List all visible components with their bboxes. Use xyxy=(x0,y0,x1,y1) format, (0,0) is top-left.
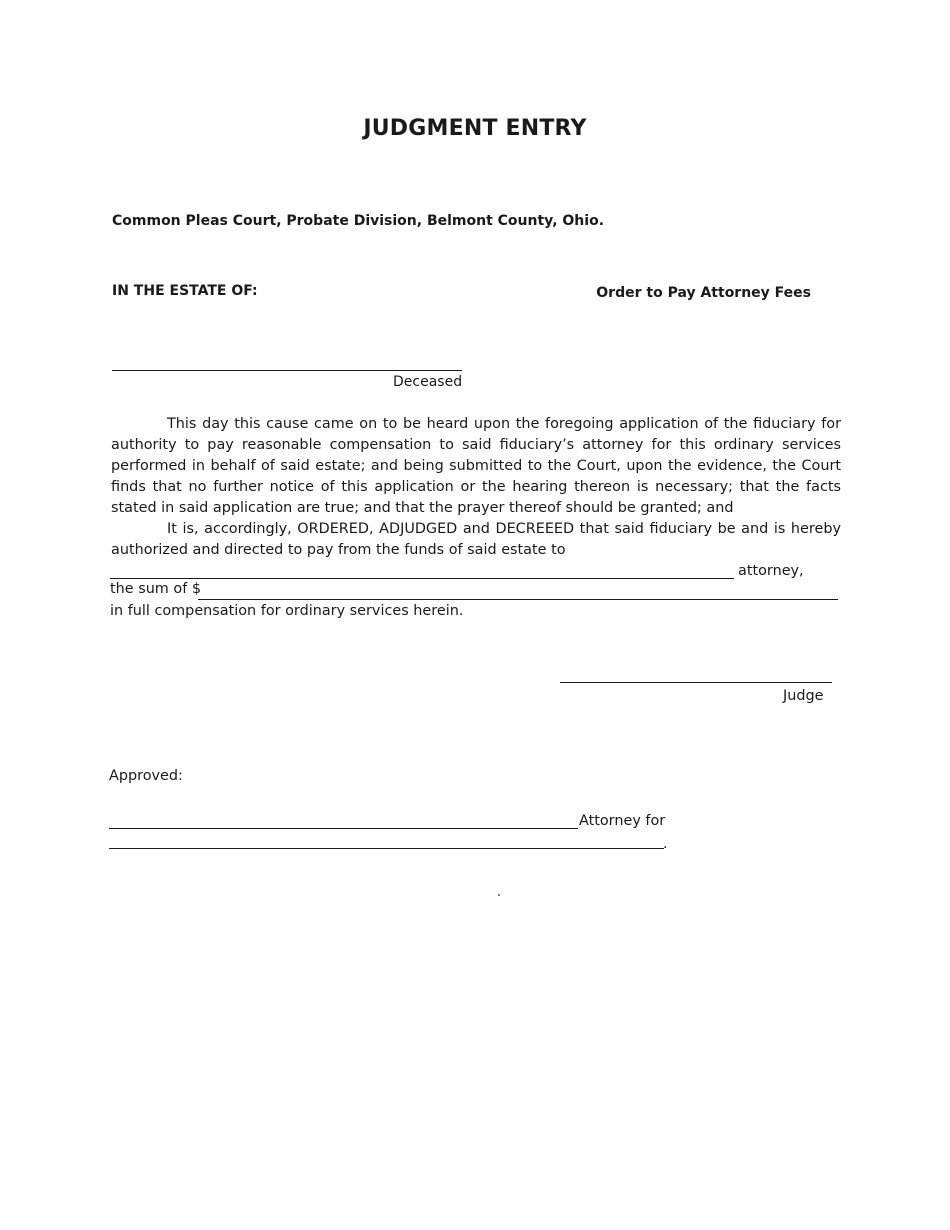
judgment-body xyxy=(111,414,841,561)
attorney-for-label: Attorney for xyxy=(579,813,666,829)
attorney-name-line[interactable] xyxy=(110,578,734,579)
order-paragraph: It is, accordingly, ORDERED, ADJUDGED and DECREEED that said fiduciary be and is hereby authorized and directed to pay from the funds of said estate to xyxy=(111,521,841,558)
attorney-signature-line[interactable] xyxy=(109,828,578,829)
approved-label: Approved: xyxy=(109,768,183,784)
scan-speck xyxy=(498,894,500,896)
findings-paragraph: This day this cause came on to be heard upon the foregoing application of the fiduciary for authority to pay reasonable compensation to said fiduciary’s attorney for this ordinary services performed in behalf of said estate; and being submitted to the Court, upon the evidence, the Court finds that no further notice of this application or the hearing thereon is necessary; that the facts stated in said application are true; and that the prayer thereof should be granted; and xyxy=(111,416,841,516)
deceased-label: Deceased xyxy=(393,374,463,390)
closing-period: . xyxy=(663,836,668,852)
sum-amount-line[interactable] xyxy=(198,599,838,600)
judge-label: Judge xyxy=(783,688,824,704)
judge-signature-line[interactable] xyxy=(560,682,832,683)
attorney-label: attorney, xyxy=(738,563,804,579)
document-title: JUDGMENT ENTRY xyxy=(363,116,587,141)
estate-label: IN THE ESTATE OF: xyxy=(112,283,258,299)
compensation-text: in full compensation for ordinary services herein. xyxy=(110,603,464,619)
sum-label: the sum of $ xyxy=(110,581,202,597)
decedent-name-line[interactable] xyxy=(112,370,462,371)
client-name-line[interactable] xyxy=(109,848,664,849)
order-title: Order to Pay Attorney Fees xyxy=(596,285,811,301)
court-name: Common Pleas Court, Probate Division, Belmont County, Ohio. xyxy=(112,213,605,229)
